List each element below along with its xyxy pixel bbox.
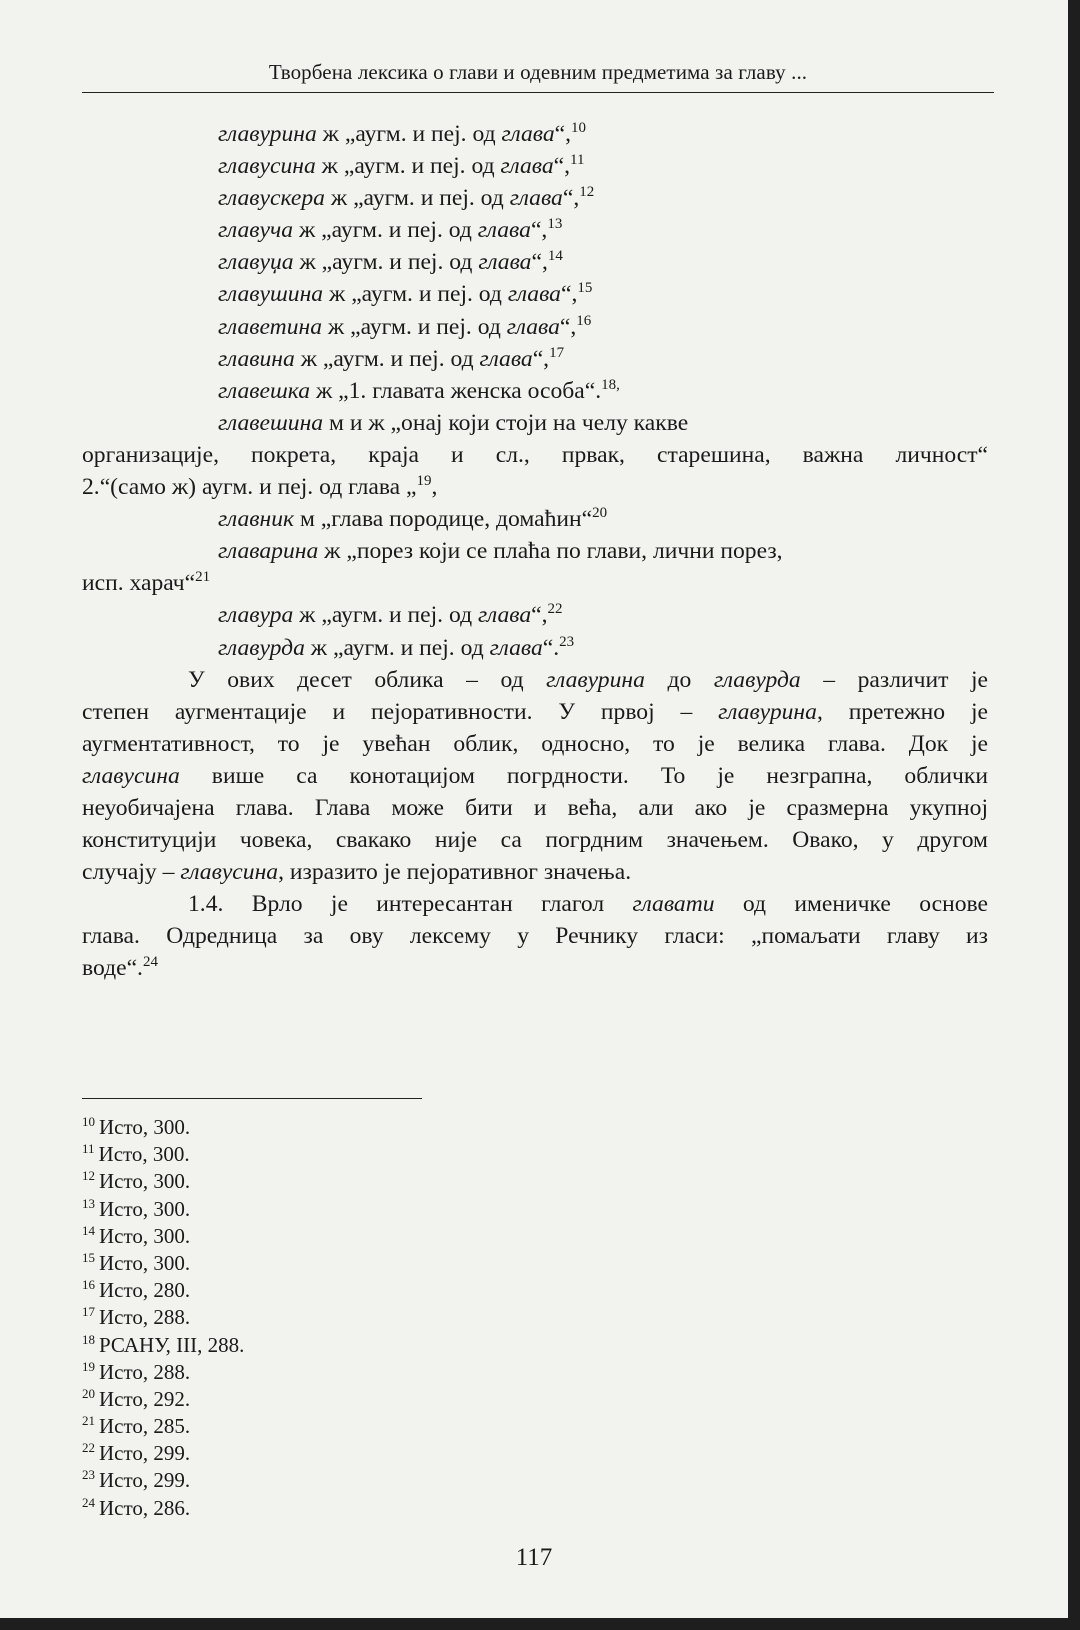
footnote-text: Исто, 299.: [99, 1468, 191, 1493]
entry-definition: ж „1. главата женска особа“.: [310, 377, 602, 404]
paragraph-line: [82, 856, 988, 888]
footnote: [82, 1277, 244, 1304]
text-run: 1.4. Врло је интересантан глагол: [188, 891, 633, 918]
footnote-number: 12: [82, 1168, 95, 1184]
footnote-text: Исто, 300.: [99, 1223, 191, 1248]
footnote-text: Исто, 288.: [99, 1359, 191, 1384]
entry-definition: м и ж „онај који стоји на челу какве: [323, 409, 689, 436]
text-run: од именичке основе: [714, 891, 988, 918]
entry-close: “,: [560, 281, 578, 308]
footnote-text: Исто, 292.: [99, 1386, 191, 1411]
entry-definition: ж „аугм. и пеј. од: [322, 313, 507, 340]
entry-line: [82, 118, 988, 150]
entry-close: “,: [532, 345, 550, 372]
footnote: [82, 1168, 244, 1195]
entry-ref: глава: [501, 121, 555, 147]
footnote: [82, 1440, 244, 1467]
text-run: случају –: [82, 859, 181, 886]
entry-close: “,: [531, 249, 548, 276]
entry-line: [82, 278, 988, 310]
header-rule: [82, 92, 994, 93]
footnote-text: Исто, 300.: [99, 1115, 191, 1139]
text-run: , изразито је пејоративног значења.: [278, 859, 632, 886]
entry-definition: исп. харач“: [82, 570, 196, 597]
text-run: до: [644, 666, 714, 693]
footnote-text: Исто, 300.: [99, 1250, 191, 1275]
footnote: [82, 1332, 244, 1359]
body-text: [82, 118, 988, 985]
paragraph-line: аугментативност, то је увећан облик, односно, то је велика глава. Док је: [82, 730, 988, 757]
footnote-ref: 24: [142, 954, 158, 971]
italic-term: главати: [632, 891, 715, 918]
paragraph-line: неуобичајена глава. Глава може бити и већа, али ако је сразмерна укупној: [82, 794, 988, 821]
footnote: [82, 1196, 244, 1223]
paragraph-line: [82, 664, 988, 696]
footnote-text: РСАНУ, III, 288.: [99, 1332, 245, 1357]
entry-close: ,: [431, 474, 438, 501]
footnote-ref: 11: [570, 152, 585, 169]
footnote-text: Исто, 300.: [98, 1142, 190, 1167]
italic-term: главусина: [82, 762, 180, 789]
entry-ref: глава: [489, 634, 543, 661]
entry-ref: глава: [479, 345, 533, 372]
paragraph-line: [82, 888, 988, 920]
entry-line: [82, 150, 988, 182]
page-number: 117: [515, 1544, 553, 1571]
entry-word: главарина: [218, 538, 319, 565]
text-run: степен аугментације и пејоративности. У првој –: [82, 698, 719, 725]
footnote-text: Исто, 280.: [99, 1278, 191, 1303]
entry-ref: глава: [507, 281, 561, 308]
entry-word: главуча: [218, 217, 294, 244]
footnote-number: 15: [82, 1249, 95, 1265]
footnote-number: 20: [82, 1385, 95, 1401]
entry-ref: глава: [500, 153, 554, 180]
running-head: Творбена лексика о глави и одевним предметима за главу ...: [268, 60, 808, 84]
entry-definition: ж „аугм. и пеј. од: [315, 153, 501, 180]
footnote: [82, 1141, 244, 1168]
entry-definition: ж „аугм. и пеј. од: [316, 121, 502, 147]
entry-line: [82, 343, 988, 375]
entry-ref: глава: [478, 249, 532, 276]
italic-term: главусина: [180, 859, 279, 886]
footnote-ref: 23: [559, 633, 575, 650]
entry-line: [82, 214, 988, 246]
paragraph-line: [82, 760, 988, 792]
entry-definition: м „глава породице, домаћин“: [294, 506, 593, 533]
entry-definition: ж „аугм. и пеј. од: [324, 185, 510, 212]
footnote: [82, 1304, 244, 1331]
entry-definition: ж „аугм. и пеј. од: [293, 217, 478, 244]
footnote-ref: 18,: [601, 376, 620, 393]
entry-line: [82, 599, 988, 631]
text-run: више са конотацијом погрдности. То је незграпна, облички: [179, 762, 988, 789]
entry-ref: глава: [509, 185, 563, 212]
footnote: [82, 1495, 244, 1522]
entry-definition: ж „аугм. и пеј. од: [293, 249, 479, 276]
text-run: У ових десет облика – од: [188, 666, 547, 693]
footnote-text: Исто, 300.: [99, 1196, 191, 1221]
entry-line: [82, 182, 988, 214]
page-edge-shadow: [1068, 0, 1080, 1630]
footnote-text: Исто, 288.: [99, 1305, 191, 1330]
entry-word: главетина: [218, 313, 323, 340]
footnote-ref: 17: [549, 344, 565, 361]
entry-continuation: [82, 567, 988, 599]
italic-term: главурина: [718, 698, 817, 725]
entry-list: [82, 118, 988, 664]
entry-word: главуџа: [218, 249, 294, 276]
paragraph-glavati: [82, 888, 988, 984]
entry-close: “,: [530, 217, 548, 244]
footnote-ref: 20: [592, 505, 608, 522]
paragraph-line: [82, 696, 988, 728]
paragraph-line: [82, 952, 988, 984]
entry-word: главешина: [218, 409, 324, 436]
italic-term: главурда: [713, 666, 801, 693]
footnote-text: Исто, 286.: [99, 1495, 191, 1520]
footnote: [82, 1467, 244, 1494]
footnote: [82, 1359, 244, 1386]
entry-line: [82, 535, 988, 567]
entry-word: главусина: [218, 153, 316, 180]
entry-line: [82, 407, 988, 439]
footnote-ref: 13: [547, 216, 563, 233]
entry-line: [82, 311, 988, 343]
italic-term: главурина: [546, 666, 645, 693]
entry-ref: глава: [478, 602, 532, 629]
footnote: [82, 1114, 244, 1141]
entry-definition: ж „аугм. и пеј. од: [323, 281, 508, 308]
footnote-number: 11: [82, 1141, 95, 1157]
entry-definition: 2.“(само ж) аугм. и пеј. од глава „: [82, 474, 417, 501]
entry-close: “,: [553, 153, 571, 180]
footnote-number: 23: [82, 1467, 95, 1483]
footnote-ref: 10: [571, 120, 587, 136]
entry-definition: ж „порез који се плаћа по глави, лични порез,: [318, 538, 783, 565]
paragraph-line: конституцији човека, свакако није са погрдним значењем. Овако, у другом: [82, 827, 988, 854]
footnote: [82, 1223, 244, 1250]
entry-close: “.: [542, 634, 560, 661]
footnote-number: 18: [82, 1331, 95, 1347]
entry-word: главник: [218, 506, 295, 533]
footnote-text: Исто, 300.: [99, 1169, 191, 1194]
footnote-number: 17: [82, 1304, 95, 1320]
footnote-ref: 14: [547, 248, 563, 265]
footnote-text: Исто, 299.: [99, 1441, 191, 1466]
footnote-rule: [82, 1098, 422, 1099]
paragraph-line: глава. Одредница за ову лексему у Речнику гласи: „помаљати главу из: [82, 923, 988, 950]
entry-close: “,: [531, 602, 548, 629]
entry-close: “,: [562, 185, 580, 212]
entry-ref: глава: [477, 217, 531, 244]
footnote-number: 14: [82, 1222, 95, 1238]
footnote-number: 16: [82, 1277, 95, 1293]
entry-word: главушина: [218, 281, 324, 308]
entry-line: [82, 246, 988, 278]
entry-continuation: организације, покрета, краја и сл., првак, старешина, важна личност“: [82, 441, 988, 468]
text-run: – различит је: [800, 666, 988, 693]
footnote-number: 24: [82, 1494, 95, 1510]
entry-close: “,: [554, 121, 572, 147]
paragraph-forms: [82, 664, 988, 889]
entry-line: [82, 375, 988, 407]
footnote-ref: 19: [416, 473, 432, 490]
entry-word: главускера: [218, 185, 325, 212]
entry-close: “,: [559, 313, 577, 340]
entry-word: главина: [218, 345, 295, 372]
entry-word: главешка: [218, 377, 311, 404]
entry-word: главура: [218, 602, 294, 629]
entry-ref: глава: [506, 313, 560, 340]
footnote-ref: 16: [576, 312, 592, 329]
footnote-number: 10: [82, 1114, 95, 1129]
text-run: , претежно је: [816, 698, 988, 725]
entry-line: [82, 632, 988, 664]
entry-line: [82, 503, 988, 535]
entry-definition: ж „аугм. и пеј. од: [293, 602, 478, 629]
entry-word: главурина: [218, 121, 317, 147]
footnote-number: 19: [82, 1358, 95, 1374]
footnote: [82, 1250, 244, 1277]
footnote-number: 22: [82, 1440, 95, 1456]
footnote-number: 13: [82, 1195, 95, 1211]
footnote: [82, 1413, 244, 1440]
footnote-ref: 22: [547, 601, 563, 618]
footnotes: [82, 1114, 244, 1522]
footnote-ref: 21: [195, 569, 211, 586]
footnote-number: 21: [82, 1413, 95, 1429]
footnote-ref: 15: [577, 280, 593, 297]
footnote-ref: 12: [579, 184, 595, 201]
entry-word: главурда: [218, 634, 305, 661]
footnote-text: Исто, 285.: [99, 1414, 191, 1439]
text-run: воде“.: [82, 955, 143, 982]
entry-definition: ж „аугм. и пеј. од: [294, 345, 480, 372]
entry-definition: ж „аугм. и пеј. од: [304, 634, 490, 661]
footnote: [82, 1386, 244, 1413]
entry-continuation: [82, 471, 988, 503]
